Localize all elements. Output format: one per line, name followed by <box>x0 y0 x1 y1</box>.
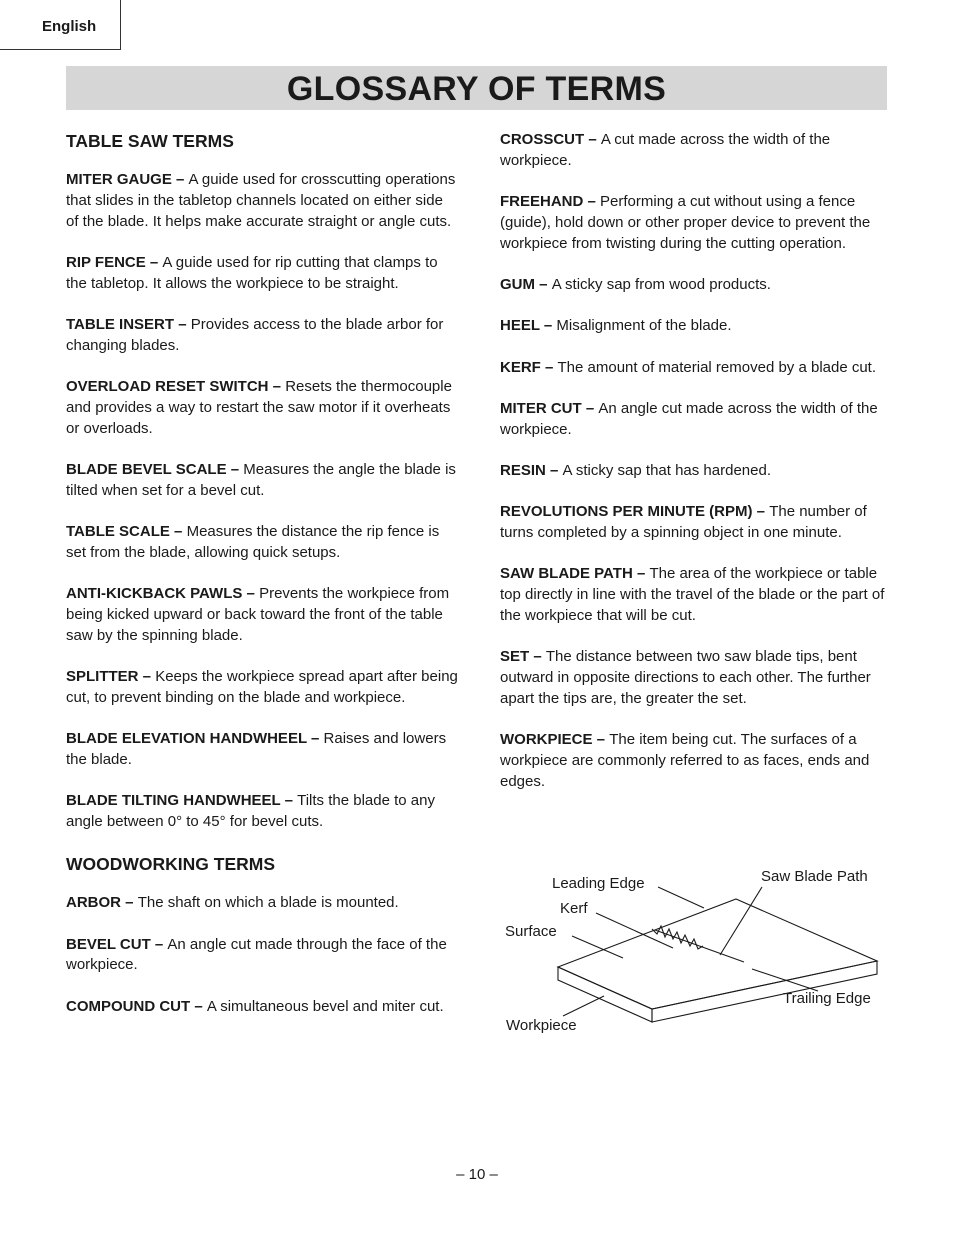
term-definition: A guide used for rip cutting that clamps to the tabletop. It allows the workpiece to be straight. <box>66 253 438 292</box>
leader-surface <box>572 936 623 958</box>
term-name: COMPOUND CUT – <box>66 997 207 1015</box>
glossary-entry <box>500 461 892 482</box>
glossary-entry <box>500 730 892 792</box>
glossary-entry <box>500 192 892 254</box>
term-definition: An angle cut made through the face of the workpiece. <box>66 935 447 974</box>
glossary-entry <box>66 997 458 1018</box>
term-definition: Performing a cut without using a fence (guide), hold down or other proper device to prevent the workpiece from twisting during the cutting operation. <box>500 193 871 252</box>
term-name: MITER GAUGE – <box>66 171 189 188</box>
term-definition: Keeps the workpiece spread apart after being cut, to prevent binding on the blade and workpiece. <box>66 668 458 706</box>
term-name: SET – <box>500 648 546 666</box>
leader-kerf <box>596 913 673 948</box>
term-name: BEVEL CUT – <box>66 935 168 953</box>
label-workpiece: Workpiece <box>506 1017 577 1034</box>
term-definition: Tilts the blade to any angle between 0° to 45° for bevel cuts. <box>66 792 435 831</box>
leader-saw-blade-path <box>720 887 762 955</box>
term-definition: A sticky sap from wood products. <box>551 275 771 293</box>
term-name: REVOLUTIONS PER MINUTE (RPM) – <box>500 503 770 521</box>
term-definition: The amount of material removed by a blade cut. <box>557 358 877 376</box>
term-definition: Measures the distance the rip fence is set from the blade, allowing quick setups. <box>66 523 440 561</box>
term-definition: An angle cut made across the width of the workpiece. <box>500 399 878 438</box>
term-name: GUM – <box>500 275 552 293</box>
term-name: TABLE SCALE – <box>66 523 187 541</box>
leader-trailing-edge <box>752 969 818 991</box>
term-definition: Resets the thermocouple and provides a way to restart the saw motor if it overheats or overloads. <box>66 378 452 437</box>
term-definition: The distance between two saw blade tips, bent outward in opposite directions to each other. The further apart the tips are, the greater the set. <box>500 648 871 707</box>
term-name: RIP FENCE – <box>66 253 163 271</box>
glossary-entry <box>500 502 892 544</box>
term-definition: The item being cut. The surfaces of a workpiece are commonly referred to as faces, ends and edges. <box>500 731 870 790</box>
glossary-entry <box>66 170 458 232</box>
term-definition: A sticky sap that has hardened. <box>562 461 771 479</box>
term-definition: Prevents the workpiece from being kicked upward or back toward the front of the table saw by the spinning blade. <box>66 585 450 644</box>
term-name: SPLITTER – <box>66 668 156 686</box>
label-trailing-edge: Trailing Edge <box>783 990 871 1007</box>
term-name: FREEHAND – <box>500 193 601 211</box>
right-column <box>500 130 892 813</box>
label-kerf: Kerf <box>560 900 588 917</box>
term-name: TABLE INSERT – <box>66 315 191 333</box>
page-number: – 10 – <box>456 1166 498 1183</box>
term-definition: The shaft on which a blade is mounted. <box>137 894 399 912</box>
glossary-entry <box>500 647 892 709</box>
term-definition: Misalignment of the blade. <box>556 317 732 335</box>
glossary-entry <box>66 584 458 646</box>
glossary-entry <box>66 460 458 502</box>
glossary-entry <box>66 522 458 564</box>
glossary-entry <box>66 667 458 709</box>
label-saw-blade-path: Saw Blade Path <box>761 868 868 885</box>
glossary-entry <box>66 315 458 357</box>
term-name: OVERLOAD RESET SWITCH – <box>66 378 286 396</box>
term-name: CROSSCUT – <box>500 131 601 148</box>
glossary-entry <box>500 564 892 626</box>
glossary-entry <box>500 399 892 441</box>
leader-workpiece <box>563 996 604 1016</box>
glossary-entry <box>66 377 458 439</box>
term-name: BLADE BEVEL SCALE – <box>66 460 244 478</box>
term-name: BLADE TILTING HANDWHEEL – <box>66 792 298 810</box>
term-definition: Provides access to the blade arbor for changing blades. <box>66 315 444 354</box>
page-title: GLOSSARY OF TERMS <box>286 70 667 108</box>
language-label: English <box>42 18 97 35</box>
term-definition: Measures the angle the blade is tilted when set for a bevel cut. <box>66 460 456 499</box>
leader-leading-edge <box>658 887 704 908</box>
term-name: SAW BLADE PATH – <box>500 565 650 583</box>
term-name: ANTI-KICKBACK PAWLS – <box>66 585 260 603</box>
term-name: ARBOR – <box>66 894 138 912</box>
term-definition: A simultaneous bevel and miter cut. <box>206 997 444 1015</box>
glossary-entry <box>500 316 892 337</box>
term-definition: A cut made across the width of the workpiece. <box>500 131 831 169</box>
glossary-entry <box>500 358 892 379</box>
glossary-entry <box>66 893 458 914</box>
term-definition: The number of turns completed by a spinning object in one minute. <box>500 503 867 542</box>
glossary-entry <box>66 935 458 977</box>
label-leading-edge: Leading Edge <box>552 875 645 892</box>
label-surface: Surface <box>505 923 557 940</box>
term-definition: The area of the workpiece or table top directly in line with the travel of the blade or the part of the workpiece that will be cut. <box>500 565 885 624</box>
term-definition: A guide used for crosscutting operations that slides in the tabletop channels located on either side of the blade. It helps make accurate straight or angle cuts. <box>66 171 456 230</box>
saw-blade-teeth <box>652 926 703 949</box>
term-name: BLADE ELEVATION HANDWHEEL – <box>66 730 324 748</box>
workpiece-diagram <box>500 860 900 1050</box>
term-name: HEEL – <box>500 317 557 335</box>
glossary-entry <box>66 729 458 771</box>
title-bar <box>66 66 887 110</box>
term-definition: Raises and lowers the blade. <box>66 730 447 768</box>
section-heading-table-saw-terms: TABLE SAW TERMS <box>66 131 234 151</box>
term-name: MITER CUT – <box>500 399 599 417</box>
glossary-entry <box>66 253 458 295</box>
glossary-entry <box>500 130 892 172</box>
term-name: KERF – <box>500 358 558 376</box>
glossary-entry <box>500 275 892 296</box>
term-name: WORKPIECE – <box>500 731 610 749</box>
left-column <box>66 130 458 1038</box>
section-heading-woodworking-terms: WOODWORKING TERMS <box>66 854 276 875</box>
board-front-face <box>558 967 652 1022</box>
glossary-entry <box>66 791 458 833</box>
language-tab <box>0 0 121 50</box>
term-name: RESIN – <box>500 461 563 479</box>
